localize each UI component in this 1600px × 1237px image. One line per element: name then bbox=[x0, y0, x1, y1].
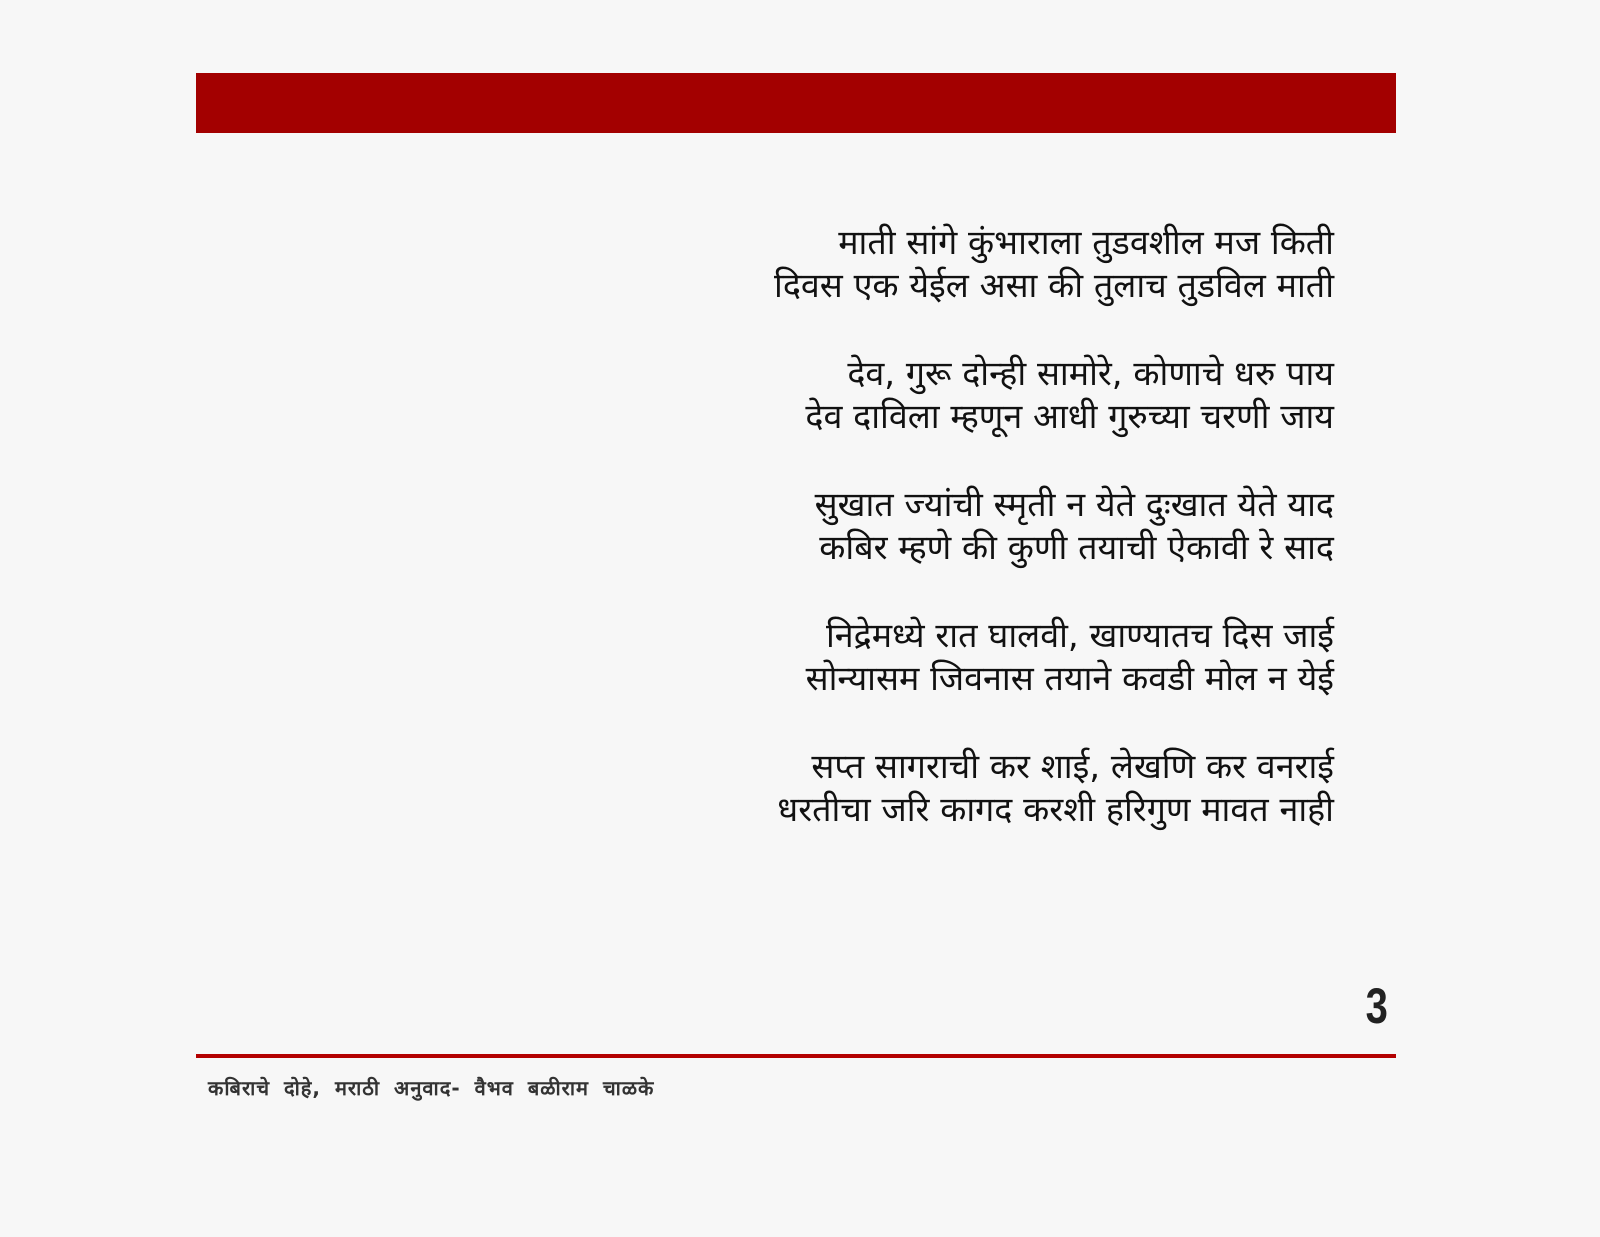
poem-line: निद्रेमध्ये रात घालवी, खाण्यातच दिस जाई bbox=[825, 616, 1334, 656]
poem-line: देव दाविला म्हणून आधी गुरुच्या चरणी जाय bbox=[805, 397, 1334, 437]
poem-line: सोन्यासम जिवनास तयाने कवडी मोल न येई bbox=[805, 659, 1334, 699]
stanza bbox=[774, 484, 1334, 570]
poem-line: सुखात ज्यांची स्मृती न येते दुःखात येते याद bbox=[814, 485, 1334, 525]
poem bbox=[774, 222, 1334, 832]
poem-line: सप्त सागराची कर शाई, लेखणि कर वनराई bbox=[811, 747, 1334, 787]
poem-line: धरतीचा जरि कागद करशी हरिगुण मावत नाही bbox=[777, 790, 1334, 830]
poem-line: देव, गुरू दोन्ही सामोरे, कोणाचे धरु पाय bbox=[847, 354, 1334, 394]
header-bar bbox=[196, 73, 1396, 133]
poem-line: माती सांगे कुंभाराला तुडवशील मज किती bbox=[838, 223, 1334, 263]
poem-line: दिवस एक येईल असा की तुलाच तुडविल माती bbox=[774, 266, 1334, 306]
poem-line: कबिर म्हणे की कुणी तयाची ऐकावी रे साद bbox=[819, 528, 1334, 568]
footer-rule bbox=[196, 1054, 1396, 1058]
stanza bbox=[774, 353, 1334, 439]
footer-credit: कबिराचे दोहे, मराठी अनुवाद- वैभव बळीराम चाळके bbox=[208, 1076, 655, 1100]
stanza bbox=[774, 222, 1334, 308]
stanza bbox=[774, 746, 1334, 832]
page-number: 3 bbox=[1365, 978, 1388, 1034]
stanza bbox=[774, 615, 1334, 701]
